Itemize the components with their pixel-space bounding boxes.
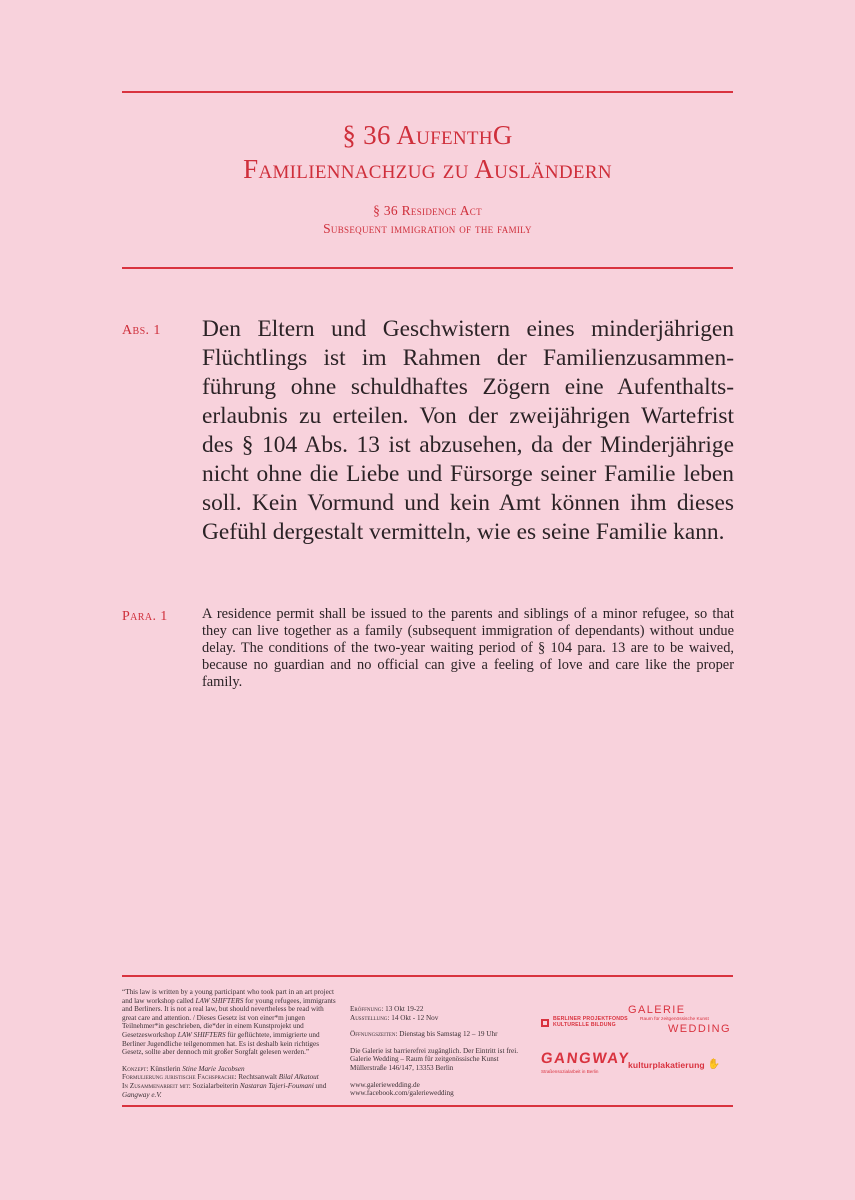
credit-concept: Konzept: Künstlerin Stine Marie Jacobsen [122, 1064, 245, 1073]
projektfonds-square-icon [541, 1019, 549, 1027]
exhibition-dates: Eröffnung: 13 Okt 19-22 Ausstellung: 14 Okt - 12 Nov [350, 1005, 439, 1022]
english-subtitle: Subsequent immigration of the family [323, 221, 532, 236]
facebook-link[interactable]: www.facebook.com/galeriewedding [350, 1089, 454, 1098]
law-title: § 36 AufenthG [342, 120, 513, 150]
title-block [122, 118, 733, 238]
english-title: § 36 Residence Act [373, 203, 482, 218]
gangway-logo: GANGWAY Straßensozialarbeit in Berlin [540, 1050, 631, 1074]
disclaimer-quote: “This law is written by a young participant who took part in an art project and law workshop called LAW SHIFTERS for young refugees, immigrants and Berliners. It is not a real law, but should nevertheless be read with great care and attention. / Dieses Gesetz ist von einer*m jungen Teilnehmer*in geschrieben, die*der in einem Kunstprojekt und Gesetzesworkshop LAW SHIFTERS für geflüchtete, immigrierte und Berliner Jugendliche teilgenommen hat. Es ist deshalb kein richtiges Gesetz, sollte aber dennoch mit großer Sorgfalt gelesen werden.” [122, 988, 336, 1057]
law-subtitle: Familiennachzug zu Ausländern [243, 154, 612, 184]
credit-cooperation: In Zusammenarbeit mit: Sozialarbeiterin Nastaran Tajeri-Foumani und Gangway e.V. [122, 1081, 327, 1099]
english-paragraph-label: Para. 1 [122, 609, 168, 624]
title-bottom-rule [122, 267, 733, 269]
credit-legal: Formulierung juristische Fachsprache: Rechtsanwalt Bilal Alkatout [122, 1073, 319, 1082]
footer-bottom-rule [122, 1105, 733, 1107]
footer-credits [122, 988, 337, 1099]
english-paragraph-text: A residence permit shall be issued to the parents and siblings of a minor refugee, so that they can live together as a family (subsequent immigration of dependants) without undue delay. The conditions of the two-year waiting period of § 104 para. 13 are to be waived, because no guardian and no official can give a feeling of love and care like the proper family. [202, 606, 734, 690]
website-link[interactable]: www.galeriewedding.de [350, 1080, 420, 1089]
opening-hours: Öffnungszeiten: Dienstag bis Samstag 12 – 19 Uhr [350, 1030, 498, 1039]
footer-exhibition-info [350, 1005, 530, 1106]
hand-icon: ✋ [707, 1059, 721, 1070]
web-links [350, 1081, 530, 1098]
kulturplakatierung-logo: kulturplakatierung ✋ [628, 1059, 721, 1070]
german-paragraph-label: Abs. 1 [122, 323, 161, 338]
german-paragraph-text: Den Eltern und Geschwistern eines minderjährigen Flüchtlings ist im Rahmen der Familienzusammenführung ohne schuldhaftes Zögern eine Aufenthaltserlaubnis zu erteilen. Von der zweijährigen Wartefrist des § 104 Abs. 13 ist abzusehen, da der Minderjährige nicht ohne die Liebe und Fürsorge seiner Familie leben soll. Kein Vormund und kein Amt können ihm dieses Gefühl dergestalt vermitteln, wie es seine Familie kann. [202, 316, 734, 545]
top-rule [122, 91, 733, 93]
venue-info: Die Galerie ist barrierefrei zugänglich. Der Eintritt ist frei. Galerie Wedding – Raum für zeitgenössische Kunst Müllerstraße 146/147, 13353 Berlin [350, 1046, 519, 1072]
galerie-wedding-logo: GALERIE Raum für zeitgenössische Kunst WEDDING [628, 1004, 731, 1035]
footer-top-rule [122, 975, 733, 977]
berliner-projektfonds-logo: BERLINER PROJEKTFONDS KULTURELLE BILDUNG [541, 1017, 628, 1028]
